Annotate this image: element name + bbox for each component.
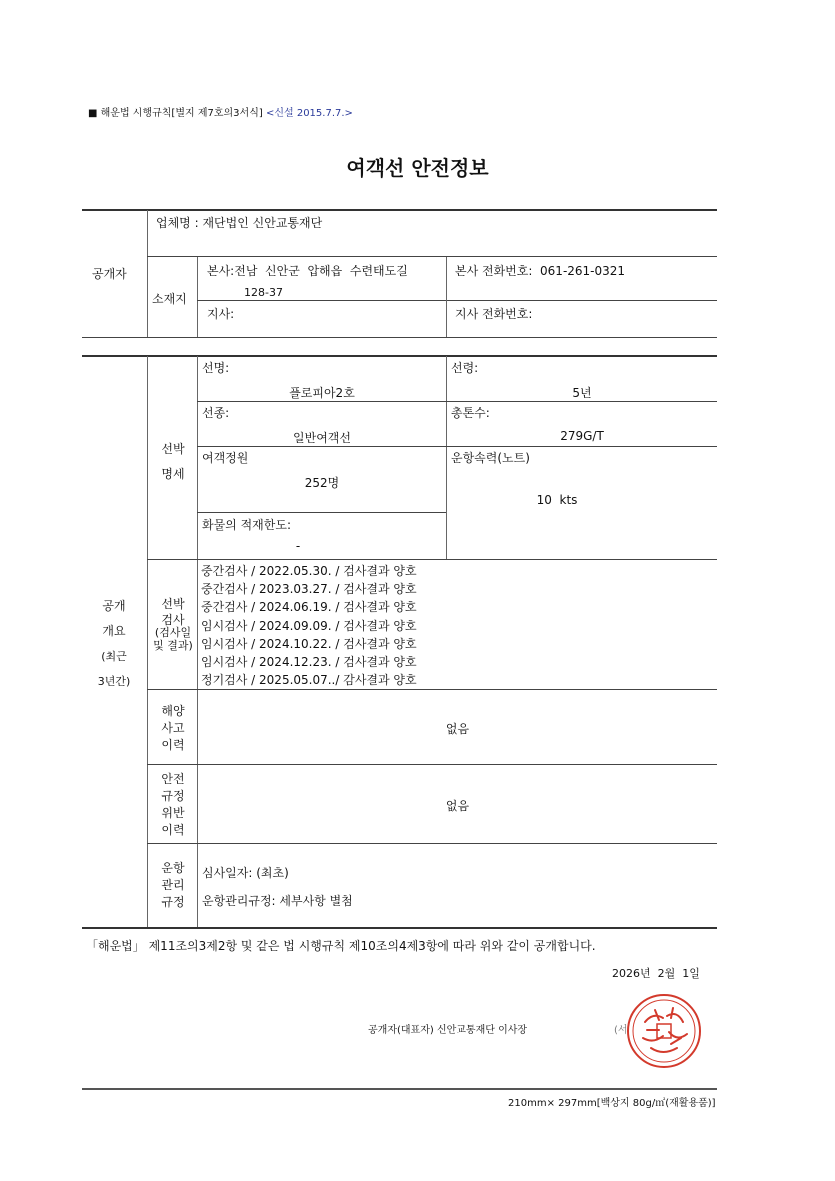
form-reference: ■ 해운법 시행규칙[별지 제7호의3서식] <신설 2015.7.7.> [88, 108, 353, 119]
management-rule: 운항관리규정: 세부사항 별첨 [202, 894, 353, 908]
ship-type: 일반여객선 [293, 431, 351, 445]
disclosure-statement: 「해운법」 제11조의3제2항 및 같은 법 시행규칙 제10조의4제3항에 따라 위와 같이 공개합니다. [86, 939, 596, 953]
list-item: 임시검사 / 2024.10.22. / 검사결과 양호 [201, 636, 417, 651]
list-item: 정기검사 / 2025.05.07../ 감사결과 양호 [201, 673, 417, 688]
passenger-capacity: 252명 [304, 476, 340, 490]
operation-management-label: 운항 관리 규정 [161, 861, 185, 909]
list-item: 중간검사 / 2022.05.30. / 검사결과 양호 [201, 564, 417, 578]
violation-history-label: 안전 규정 위반 이력 [161, 772, 185, 837]
accident-history-label: 해양 사고 이력 [161, 704, 185, 752]
disclosure-date: 2026년 2월 1일 [612, 967, 700, 980]
inspection-label: 선박 검사 [161, 597, 185, 627]
discloser-name: 공개자(대표자) 신안교통재단 이사장 [368, 1025, 528, 1036]
service-speed: 10 kts [536, 493, 578, 507]
seal-mark: (서 [614, 1025, 628, 1036]
list-item: 중간검사 / 2023.03.27. / 검사결과 양호 [201, 582, 417, 597]
tonnage: 279G/T [560, 429, 604, 443]
ship-type-label: 선종: [202, 406, 230, 420]
speed-label: 운항속력(노트) [451, 451, 530, 465]
violation-history-value: 없음 [445, 799, 470, 813]
list-item: 임시검사 / 2024.09.09. / 검사결과 양호 [201, 618, 417, 633]
ship-spec-label: 선박 명세 [161, 442, 185, 481]
ship-name-label: 선명: [202, 361, 230, 375]
ship-age-label: 선령: [451, 361, 479, 375]
hq-phone: 본사 전화번호: 061-261-0321 [455, 264, 626, 278]
branch-phone: 지사 전화번호: [455, 307, 533, 321]
section-discloser-label: 공개자 [92, 267, 127, 281]
list-item: 임시검사 / 2024.12.23. / 검사결과 양호 [201, 655, 417, 670]
capacity-label: 여객정원 [202, 451, 249, 465]
list-item: 중간검사 / 2024.06.19. / 검사결과 양호 [201, 600, 417, 615]
revision-note: <신설 2015.7.7.> [265, 108, 353, 119]
hq-address-line2: 128-37 [244, 286, 283, 299]
official-seal-stamp [625, 992, 703, 1070]
accident-history-value: 없음 [445, 722, 470, 736]
tonnage-label: 총톤수: [451, 406, 490, 420]
inspection-list [201, 562, 417, 689]
inspection-sublabel: (검사일 및 결과) [153, 626, 193, 652]
ship-age: 5년 [572, 386, 592, 400]
cargo-limit-label: 화물의 적재한도: [202, 518, 292, 532]
ship-name: 플로피아2호 [289, 386, 355, 400]
section-overview-label: 공개 개요 (최근 3년간) [97, 599, 131, 688]
cargo-limit: - [295, 539, 301, 553]
company-name: 업체명 : 재단법인 신안교통재단 [156, 216, 323, 230]
page-title: 여객선 안전정보 [346, 156, 489, 180]
paper-spec: 210mm× 297mm[백상지 80g/㎡(재활용품)] [508, 1098, 716, 1109]
audit-date: 심사일자: (최초) [202, 866, 289, 880]
branch-address: 지사: [207, 307, 235, 321]
hq-address: 본사:전남 신안군 압해읍 수련태도길 [207, 264, 408, 278]
location-label: 소재지 [152, 292, 187, 306]
